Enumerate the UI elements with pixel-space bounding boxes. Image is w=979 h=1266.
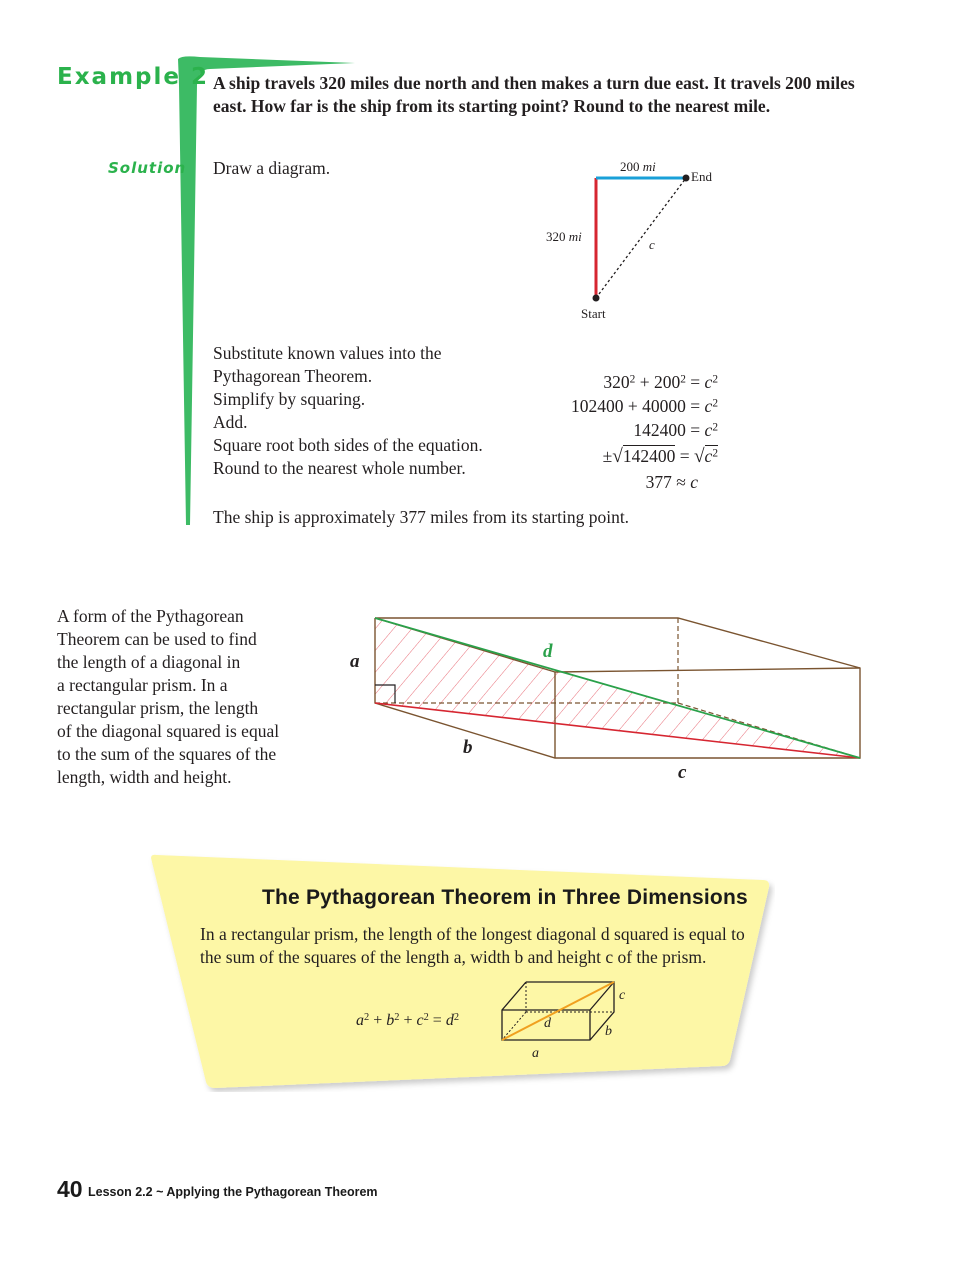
step-line: Square root both sides of the equation. [213,435,483,455]
paragraph-line: of the diagonal squared is equal [57,721,280,741]
small-prism-diagram [498,978,638,1068]
step-line: Pythagorean Theorem. [213,366,373,386]
problem-text: A ship travels 320 miles due north and then makes a turn due east. It travels 200 miles east. How far is the ship from its starting point? Round to the nearest mile. [213,73,855,116]
paragraph-line: a rectangular prism. In a [57,675,228,695]
lesson-footer: Lesson 2.2 ~ Applying the Pythagorean Theorem [88,1185,378,1199]
start-label: Start [581,306,606,321]
draw-step: Draw a diagram. [213,158,331,178]
label-b: b [463,737,473,758]
example-title: Example 2 [57,64,209,90]
label-a: a [350,651,360,672]
small-label-a: a [532,1046,539,1061]
theorem-title: The Pythagorean Theorem in Three Dimensions [262,886,748,909]
hypotenuse-label: c [649,237,655,252]
paragraph-line: A form of the Pythagorean [57,606,244,626]
equation-2: $102400 + 40000 = c^2$ [571,396,718,416]
label-d: d [543,641,553,662]
step-line: Add. [213,412,248,432]
end-point [683,175,690,182]
conclusion-text: The ship is approximately 377 miles from its starting point. [213,507,630,527]
hypotenuse-line [596,178,686,298]
equation-4: $\pm√142400 = √c^2$ [602,446,718,467]
equation-1: $320^2 + 200^2 = c^2$ [603,372,718,392]
small-label-d: d [544,1016,551,1031]
prism-diagram [340,605,880,795]
paragraph-line: the length of a diagonal in [57,652,241,672]
page-number: 40 [57,1176,83,1202]
small-label-b: b [605,1024,612,1039]
end-label: End [691,169,712,184]
start-point [593,295,600,302]
paragraph-line: to the sum of the squares of the [57,744,277,764]
paragraph-line: Theorem can be used to find [57,629,257,649]
theorem-text: In a rectangular prism, the length of the longest diagonal d squared is equal to the sum of the squares of the length a, width b and height c of the prism. [200,924,745,967]
east-distance-label: 200 mi [620,159,656,174]
theorem-formula: $a^2 + b^2 + c^2 = d^2$ [356,1011,460,1029]
step-line: Round to the nearest whole number. [213,458,466,478]
solution-steps [213,342,533,480]
step-line: Simplify by squaring. [213,389,366,409]
paragraph-line: length, width and height. [57,767,232,787]
paragraph-line: rectangular prism, the length [57,698,259,718]
equation-5: 377 ≈ c [645,472,698,492]
prism-paragraph [57,605,307,789]
step-line: Substitute known values into the [213,343,442,363]
small-label-c: c [619,988,626,1003]
solution-label: Solution [108,159,187,177]
equation-3: $142400 = c^2$ [633,420,718,440]
equation-column [500,371,718,495]
ship-diagram [540,155,740,330]
north-distance-label: 320 mi [546,229,582,244]
label-c: c [678,762,687,783]
